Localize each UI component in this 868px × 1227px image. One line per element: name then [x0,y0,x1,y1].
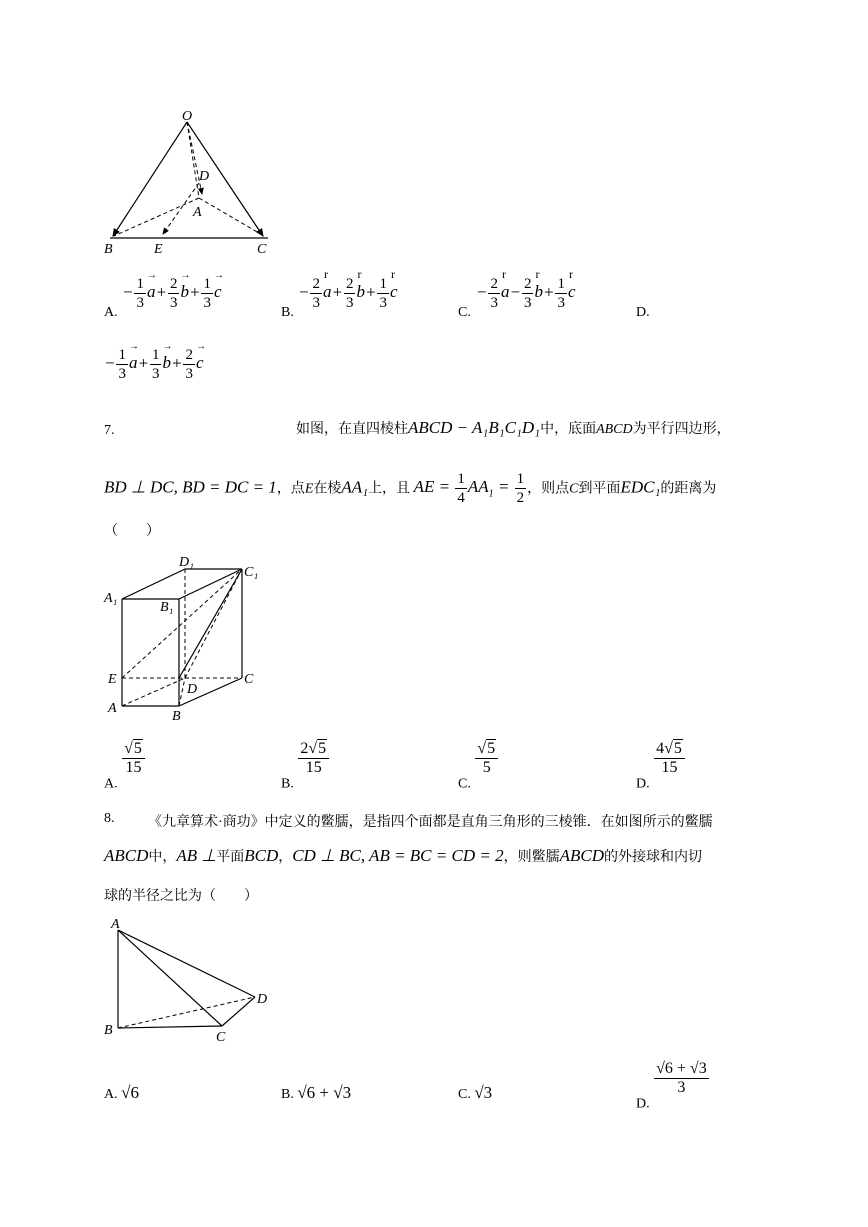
q8-line3: 球的半径之比为（ ） [104,889,258,904]
q8-d-num: √6 + √3 [656,1060,707,1077]
q7-b-rad: 5 [318,740,327,757]
q7-c-den: 5 [482,759,491,776]
edge-BC [118,1026,222,1028]
q7-text8: 到平面 [578,481,621,497]
q8-option-b [281,1083,351,1103]
q8-text5: 的外接球和内切 [603,850,702,865]
q7-text1: 如图，在直四棱柱 [296,422,408,437]
edge-AC [199,198,264,236]
edge-CD [222,997,255,1026]
q7-text7: ，则点 [527,481,570,497]
q8-option-c-letter: C. [458,1087,471,1102]
q7-c-rad: 5 [487,740,496,757]
q8-line2 [104,846,702,866]
edge-B1C1 [179,569,242,599]
q8-text3: 平面 [216,850,245,865]
q8-d-den: 3 [677,1079,686,1096]
q7-prism: ABCD − A₁B₁C₁D₁ [408,418,541,437]
q7-option-c-letter: C. [458,776,471,792]
q7-plane: EDC₁ [620,477,661,497]
label-E: E [154,242,163,257]
q8-name2: ABCD [559,846,604,865]
q8-option-a [104,1083,139,1103]
q7-edge: AA₁ [341,477,369,497]
q7-line1 [296,418,731,438]
q6-option-d-letter: D. [636,305,650,320]
label-C1: C₁ [244,565,259,580]
q7-option-d-letter: D. [636,776,650,792]
q8-option-b-letter: B. [281,1087,294,1102]
q8-text2: 中， [148,850,177,865]
q8-option-c [458,1083,492,1103]
label-O: O [182,109,193,124]
q8-option-c-expr: √3 [474,1083,493,1102]
q6-figure [98,108,288,258]
q7-b-coef: 2 [300,740,309,757]
q8-cond2: CD ⊥ BC, AB = BC = CD = 2 [292,846,504,865]
label-C: C [257,242,267,257]
q7-line2 [104,470,716,507]
q6-option-a-letter: A. [104,305,118,320]
q8-line1: 《九章算术·商功》中定义的鳖臑，是指四个面都是直角三角形的三棱锥．在如图所示的鳖臑 [148,815,713,830]
label-D: D [199,169,210,184]
q7-d-rad: 5 [673,740,682,757]
q6-option-b-letter: B. [281,305,294,320]
q7-blank: （ ） [104,524,160,539]
label-A: A [193,205,202,220]
q7-pointC: C [569,481,579,497]
q8-option-d-letter: D. [636,1096,650,1112]
label-B1: B₁ [160,600,174,615]
q7-option-b: B. $\frac{2√5}{15}$ [281,740,330,793]
q8-option-a-expr: √6 [121,1083,139,1102]
q8-sep: ， [278,850,293,865]
label-D1: D₁ [179,555,194,570]
label-A1: A₁ [104,591,118,606]
label-A: A [108,701,117,716]
label-C: C [216,1030,226,1045]
q6-option-c-letter: C. [458,305,471,320]
label-B: B [172,709,181,724]
edge-AD [118,930,255,997]
q7-a-den: 15 [125,759,142,776]
q8-figure [100,912,285,1047]
q7-option-a: A. $\frac{√5}{15}$ [104,740,146,793]
q7-text9: 的距离为 [660,481,717,497]
edge-BD [118,997,255,1028]
q6-option-d-expr: − $\frac{1}{3}$ a →+ $\frac{1}{3}$ b →+ $\frac{2}{3}$ c → [104,346,204,383]
q6-option-c-expr: − $\frac{2}{3}$ a r− $\frac{2}{3}$ b r+ $\frac{1}{3}$ c r [476,275,576,312]
q7-number: 7. [104,423,115,438]
q7-base: ABCD [596,422,633,437]
q7-d-coef: 4 [656,740,665,757]
edge-AB [114,198,199,236]
q7-a-rad: 5 [133,740,142,757]
q7-text2: 中，底面 [540,422,597,437]
q8-option-b-expr: √6 + √3 [297,1083,352,1102]
q7-d-den: 15 [661,759,678,776]
q7-option-c: C. $\frac{√5}{5}$ [458,740,499,793]
label-D: D [187,682,198,697]
label-C: C [244,672,254,687]
edge-AD [122,678,185,706]
label-B: B [104,242,113,257]
q7-cond1: BD ⊥ DC, BD = DC = 1 [104,477,277,497]
q7-text4: ，点 [276,481,305,497]
q7-text5: 在棱 [313,481,342,497]
edge-B1C1diag [179,569,242,678]
q8-plane: BCD [244,846,279,865]
label-B: B [104,1023,113,1038]
q8-text4: ，则鳖臑 [503,850,560,865]
edge-OA [187,122,199,198]
q7-b-den: 15 [305,759,322,776]
q7-text6: 上，且 [368,481,411,497]
q7-option-d: D. $\frac{4√5}{15}$ [636,740,686,793]
edge-EC1 [122,569,242,678]
edge-OB [113,122,187,236]
edge-BD [179,678,185,706]
q7-text3: 为平行四边形， [632,422,731,437]
q7-cond2: AE = $\frac{1}{4}$ $AA_1$ = $\frac{1}{2}$ [413,471,525,506]
label-E: E [108,672,117,687]
label-D: D [257,992,268,1007]
q6-option-a-expr: − $\frac{1}{3}$ a →+ $\frac{2}{3}$ b →+ $\frac{1}{3}$ c → [122,275,222,312]
q8-option-a-letter: A. [104,1087,118,1102]
label-A: A [111,917,120,932]
q7-option-b-letter: B. [281,776,294,792]
q8-option-d [636,1060,710,1113]
q8-name: ABCD [104,846,149,865]
q8-cond1: AB ⊥ [176,846,217,865]
q7-option-a-letter: A. [104,776,118,792]
edge-A1D1 [122,569,185,599]
q7-pointE: E [304,481,314,497]
q6-option-b-expr: − $\frac{2}{3}$ a r+ $\frac{2}{3}$ b r+ $\frac{1}{3}$ c r [298,275,398,312]
q7-figure [100,552,270,727]
edge-AC [118,930,222,1026]
edge-DC1 [185,569,242,678]
q8-number: 8. [104,811,115,826]
